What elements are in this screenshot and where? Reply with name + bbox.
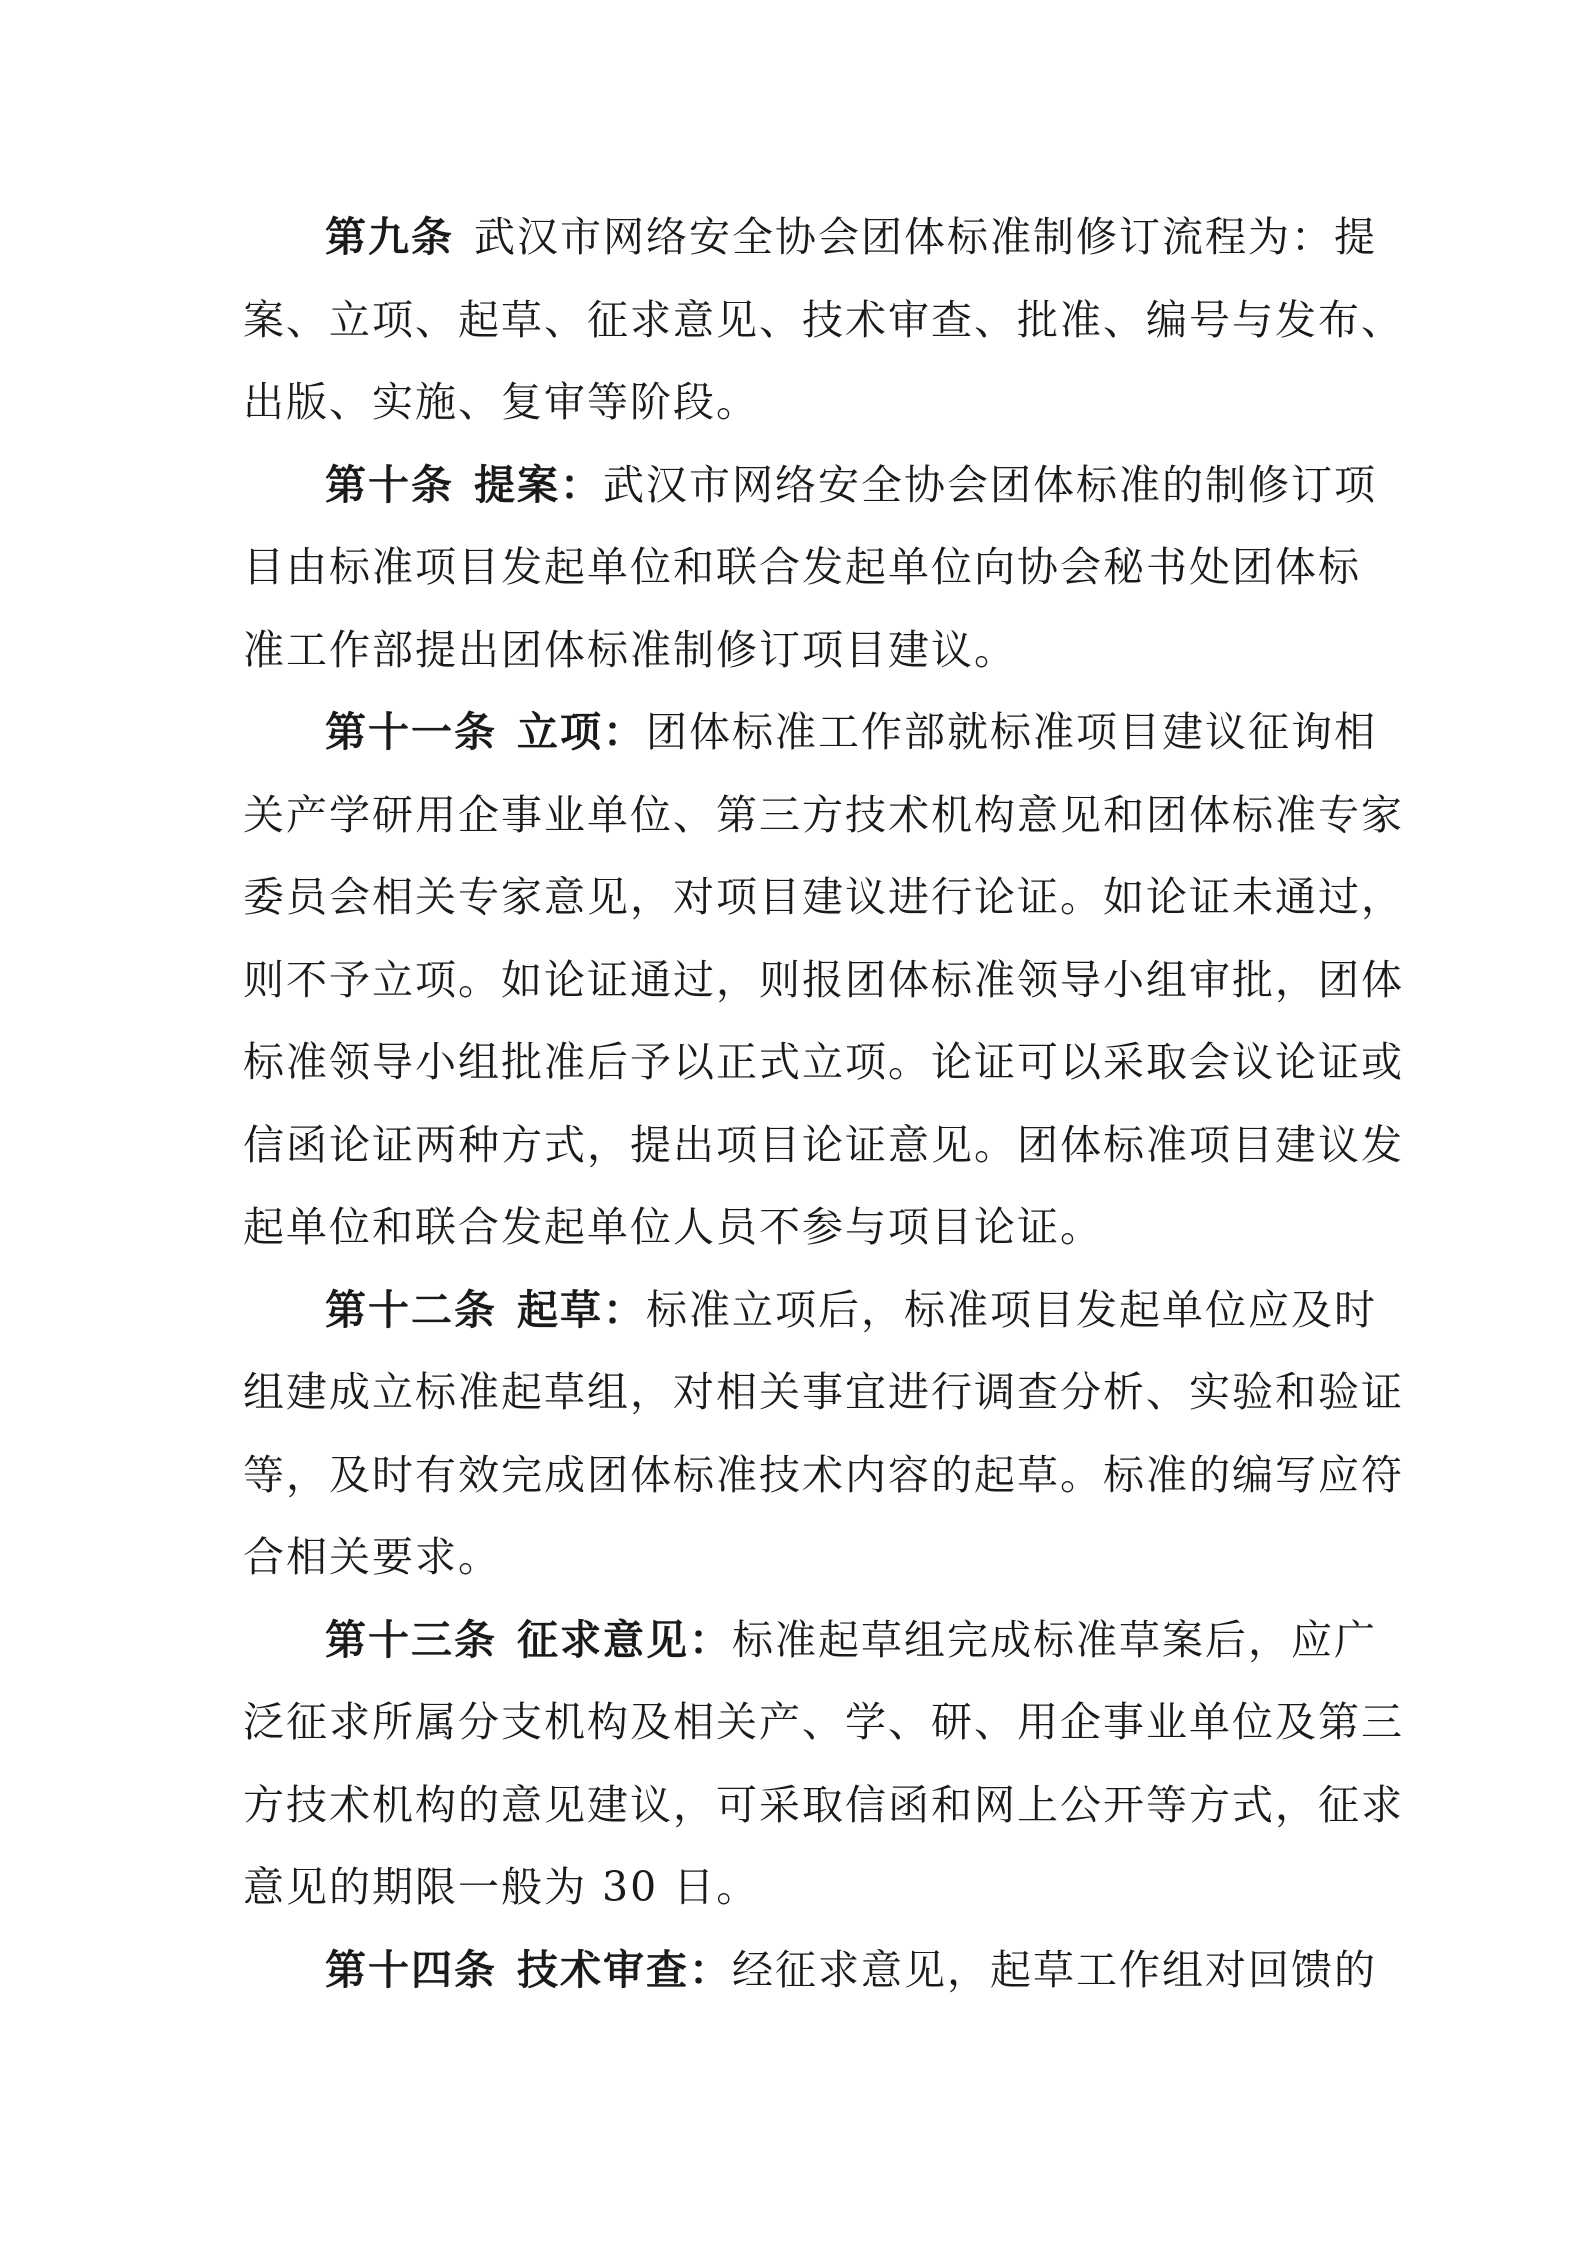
article-heading: 立项： bbox=[517, 708, 646, 756]
article-text-line: 目由标准项目发起单位和联合发起单位向协会秘书处团体标 bbox=[243, 543, 1361, 591]
article-label: 第十条 bbox=[325, 460, 454, 509]
article-first-line bbox=[243, 691, 1377, 774]
article-first-line bbox=[243, 1269, 1377, 1352]
article-label: 第十四条 bbox=[325, 1945, 497, 1994]
article-heading: 技术审查： bbox=[517, 1945, 732, 1994]
article-first-line bbox=[243, 1929, 1377, 2012]
article-text-line: 方技术机构的意见建议，可采取信函和网上公开等方式，征求 bbox=[243, 1780, 1404, 1829]
article-text-line: 等，及时有效完成团体标准技术内容的起草。标准的编写应符 bbox=[243, 1450, 1404, 1499]
article-text-line: 意见的期限一般为 30 日。 bbox=[243, 1863, 760, 1911]
article-heading: 征求意见： bbox=[517, 1615, 732, 1664]
article-text-line: 信函论证两种方式，提出项目论证意见。团体标准项目建议发 bbox=[243, 1120, 1404, 1169]
article-13 bbox=[243, 1599, 1404, 1929]
article-text-line: 武汉市网络安全协会团体标准的制修订项 bbox=[603, 460, 1377, 509]
article-label: 第十二条 bbox=[325, 1285, 497, 1334]
article-heading: 起草： bbox=[517, 1285, 646, 1334]
article-label: 第十一条 bbox=[325, 708, 497, 756]
article-12 bbox=[243, 1269, 1404, 1599]
article-text-line: 泛征求所属分支机构及相关产、学、研、用企事业单位及第三 bbox=[243, 1698, 1404, 1746]
article-text-line: 武汉市网络安全协会团体标准制修订流程为：提 bbox=[474, 213, 1377, 261]
article-text-line: 起单位和联合发起单位人员不参与项目论证。 bbox=[243, 1203, 1103, 1251]
article-text-line: 标准领导小组批准后予以正式立项。论证可以采取会议论证或 bbox=[243, 1038, 1404, 1086]
article-first-line bbox=[243, 196, 1377, 279]
article-text-line: 组建成立标准起草组，对相关事宜进行调查分析、实验和验证 bbox=[243, 1368, 1404, 1416]
article-14 bbox=[243, 1929, 1377, 2012]
article-text-line: 出版、实施、复审等阶段。 bbox=[243, 378, 759, 426]
article-text-line: 合相关要求。 bbox=[243, 1533, 501, 1581]
article-text-line: 关产学研用企事业单位、第三方技术机构意见和团体标准专家 bbox=[243, 790, 1404, 839]
article-11 bbox=[243, 691, 1404, 1269]
article-first-line bbox=[243, 444, 1377, 527]
article-text-line: 则不予立项。如论证通过，则报团体标准领导小组审批，团体 bbox=[243, 955, 1404, 1004]
document-body bbox=[243, 196, 1404, 2011]
article-label: 第十三条 bbox=[325, 1615, 497, 1664]
article-label: 第九条 bbox=[325, 213, 454, 261]
article-text-line: 经征求意见，起草工作组对回馈的 bbox=[732, 1945, 1377, 1994]
article-text-line: 标准起草组完成标准草案后，应广 bbox=[732, 1615, 1377, 1664]
article-text-line: 准工作部提出团体标准制修订项目建议。 bbox=[243, 625, 1017, 674]
article-first-line bbox=[243, 1599, 1377, 1682]
article-9 bbox=[243, 196, 1404, 444]
article-heading: 提案： bbox=[474, 460, 603, 509]
article-text-line: 委员会相关专家意见，对项目建议进行论证。如论证未通过， bbox=[243, 873, 1404, 921]
article-text-line: 团体标准工作部就标准项目建议征询相 bbox=[646, 708, 1377, 756]
article-10 bbox=[243, 444, 1377, 692]
article-text-line: 标准立项后，标准项目发起单位应及时 bbox=[646, 1285, 1377, 1334]
article-text-line: 案、立项、起草、征求意见、技术审查、批准、编号与发布、 bbox=[243, 295, 1404, 344]
